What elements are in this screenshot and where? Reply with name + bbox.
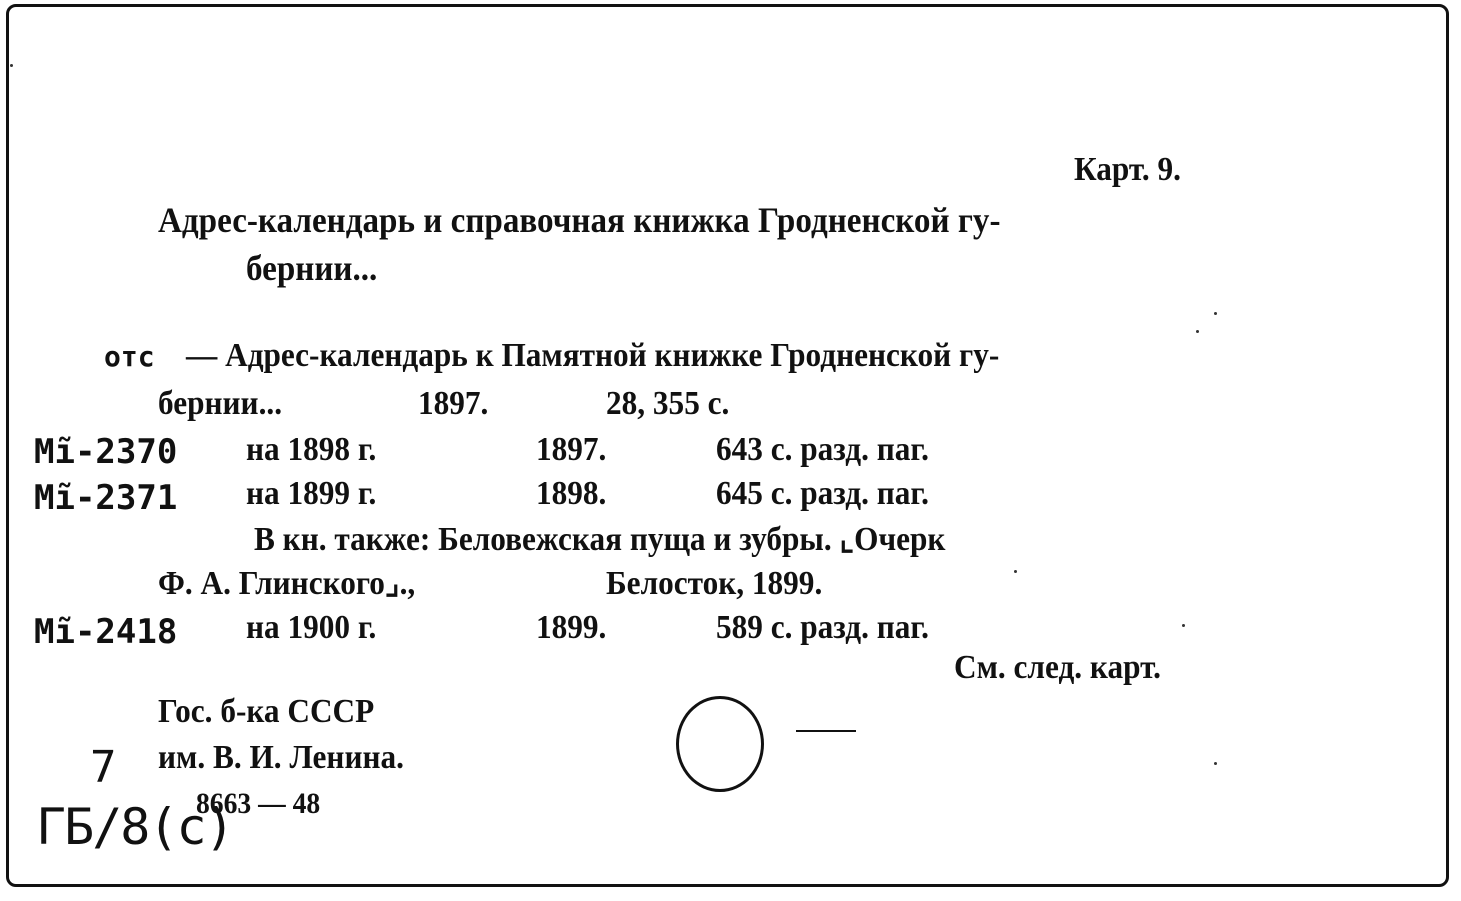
- note-line-1: В кн. также: Беловежская пуща и зубры. ⌞Очерк: [254, 521, 946, 558]
- speck: [1214, 762, 1217, 765]
- speck: [10, 64, 13, 67]
- entry-line-2-text: бернии...: [158, 385, 283, 422]
- handwritten-fraction-top: 7: [90, 742, 117, 793]
- entry-line-1: — Адрес-календарь к Памятной книжке Гродненской гу-: [186, 337, 1000, 374]
- handwritten-code: ГБ/8(с): [36, 798, 233, 856]
- entry-line-2-year: 1897.: [418, 385, 489, 422]
- volume-2-pub-year: 1898.: [536, 475, 607, 512]
- speck: [1196, 330, 1199, 333]
- shelfmark-2: Mĩ-2371: [34, 478, 178, 518]
- punch-hole: [676, 696, 764, 792]
- note-line-2-place: Белосток, 1899.: [606, 565, 823, 602]
- entry-line-2-pages: 28, 355 с.: [606, 385, 730, 422]
- shelfmark-3: Mĩ-2418: [34, 612, 178, 652]
- volume-1-year-label: на 1898 г.: [246, 431, 377, 468]
- volume-3-pub-year: 1899.: [536, 609, 607, 646]
- card-number: Карт. 9.: [1074, 151, 1182, 188]
- speck: [1182, 624, 1185, 627]
- entry-prefix: отс: [104, 340, 155, 373]
- speck: [1214, 312, 1217, 315]
- card-title-line-1: Адрес-календарь и справочная книжка Гродненской гу-: [158, 200, 1001, 240]
- library-line-1: Гос. б-ка СССР: [158, 693, 375, 730]
- volume-3-pages: 589 с. разд. паг.: [716, 609, 929, 646]
- volume-2-pages: 645 с. разд. паг.: [716, 475, 929, 512]
- volume-1-pub-year: 1897.: [536, 431, 607, 468]
- card-title-line-2: бернии...: [246, 248, 378, 288]
- shelfmark-1: Mĩ-2370: [34, 432, 178, 472]
- note-line-2-author: Ф. А. Глинского⌟.,: [158, 565, 416, 602]
- speck: [1014, 570, 1017, 573]
- volume-3-year-label: на 1900 г.: [246, 609, 377, 646]
- see-next-card: См. след. карт.: [954, 649, 1161, 686]
- pencil-dash: [796, 730, 856, 732]
- volume-1-pages: 643 с. разд. паг.: [716, 431, 929, 468]
- volume-2-year-label: на 1899 г.: [246, 475, 377, 512]
- library-line-2: им. В. И. Ленина.: [158, 739, 404, 776]
- library-line-3: 8663 — 48: [196, 787, 321, 820]
